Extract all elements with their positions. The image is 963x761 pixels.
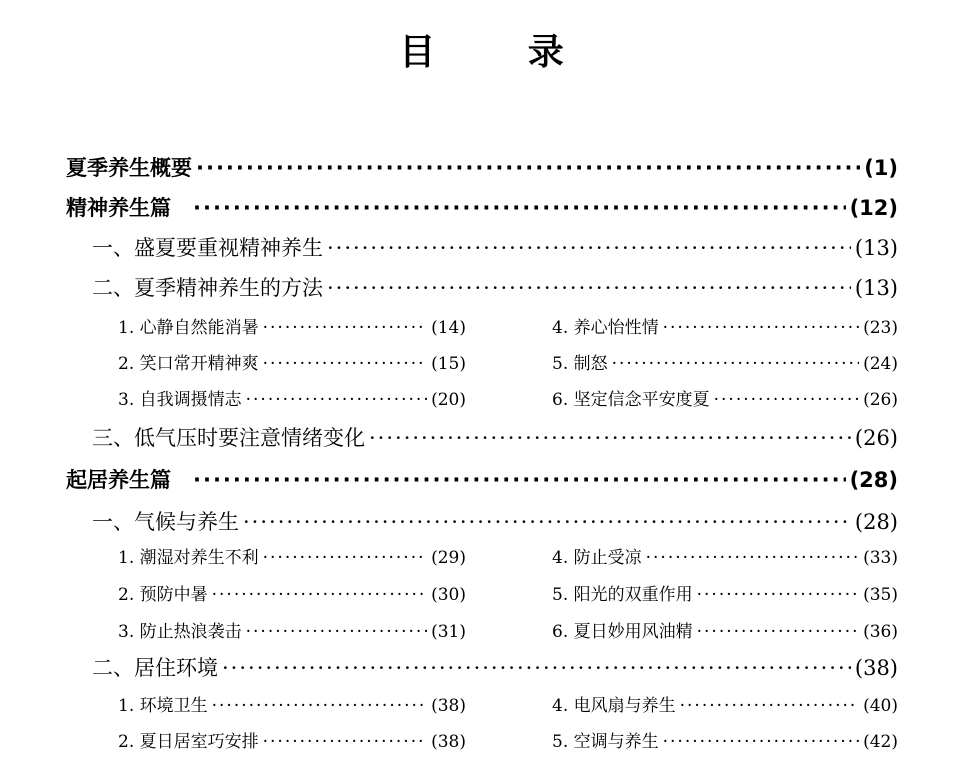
toc-entry-label: 1. 心静自然能消暑 bbox=[118, 318, 259, 338]
dot-leader bbox=[697, 624, 859, 641]
toc-entry-label: 1. 环境卫生 bbox=[118, 696, 208, 716]
toc-page-number: (33) bbox=[863, 548, 898, 568]
toc-entry-label: 2. 预防中暑 bbox=[118, 585, 208, 605]
toc-entry[interactable] bbox=[552, 734, 898, 751]
toc-entry-label: 二、居住环境 bbox=[92, 656, 218, 680]
toc-entry-label: 一、盛夏要重视精神养生 bbox=[92, 236, 323, 260]
toc-entry[interactable] bbox=[118, 550, 466, 567]
dot-leader bbox=[263, 734, 427, 751]
dot-leader bbox=[263, 356, 427, 373]
toc-page-number: (30) bbox=[431, 585, 466, 605]
dot-leader bbox=[263, 320, 427, 337]
toc-page-number: (24) bbox=[863, 354, 898, 374]
dot-leader bbox=[663, 320, 859, 337]
toc-page-number: (38) bbox=[854, 656, 898, 680]
toc-entry-label: 6. 夏日妙用风油精 bbox=[552, 622, 693, 642]
dot-leader bbox=[212, 698, 427, 715]
toc-entry-label: 5. 制怒 bbox=[552, 354, 608, 374]
toc-entry-label: 3. 防止热浪袭击 bbox=[118, 622, 242, 642]
toc-page-number: (13) bbox=[854, 236, 898, 260]
toc-entry-label: 三、低气压时要注意情绪变化 bbox=[92, 426, 365, 450]
toc-entry[interactable] bbox=[92, 658, 898, 679]
dot-leader bbox=[193, 198, 846, 219]
toc-entry-label: 2. 笑口常开精神爽 bbox=[118, 354, 259, 374]
toc-page-number: (31) bbox=[431, 622, 466, 642]
toc-entry-label: 6. 坚定信念平安度夏 bbox=[552, 390, 710, 410]
toc-page-number: (12) bbox=[849, 196, 898, 220]
toc-page-number: (23) bbox=[863, 318, 898, 338]
dot-leader bbox=[369, 428, 851, 449]
toc-entry-label: 1. 潮湿对养生不利 bbox=[118, 548, 259, 568]
toc-entry[interactable] bbox=[66, 158, 898, 179]
dot-leader bbox=[697, 587, 859, 604]
toc-entry[interactable] bbox=[92, 238, 898, 259]
toc-page-number: (36) bbox=[863, 622, 898, 642]
toc-page-number: (26) bbox=[863, 390, 898, 410]
toc-entry[interactable] bbox=[118, 698, 466, 715]
toc-page-number: (28) bbox=[849, 468, 898, 492]
toc-entry[interactable] bbox=[66, 470, 898, 491]
dot-leader bbox=[327, 278, 851, 299]
page-title: 目 录 bbox=[399, 32, 604, 73]
dot-leader bbox=[243, 512, 851, 533]
toc-entry[interactable] bbox=[552, 587, 898, 604]
toc-entry-label: 精神养生篇 bbox=[66, 196, 171, 220]
toc-entry[interactable] bbox=[118, 624, 466, 641]
dot-leader bbox=[646, 550, 859, 567]
toc-entry[interactable] bbox=[92, 512, 898, 533]
toc-entry[interactable] bbox=[552, 356, 898, 373]
dot-leader bbox=[246, 392, 427, 409]
toc-page-number: (35) bbox=[863, 585, 898, 605]
toc-page-number: (28) bbox=[854, 510, 898, 534]
toc-entry[interactable] bbox=[118, 320, 466, 337]
toc-page-number: (26) bbox=[854, 426, 898, 450]
toc-entry-label: 3. 自我调摄情志 bbox=[118, 390, 242, 410]
dot-leader bbox=[196, 158, 860, 179]
toc-entry-label: 2. 夏日居室巧安排 bbox=[118, 732, 259, 752]
toc-entry[interactable] bbox=[552, 550, 898, 567]
toc-entry[interactable] bbox=[552, 320, 898, 337]
dot-leader bbox=[714, 392, 859, 409]
toc-entry-label: 5. 空调与养生 bbox=[552, 732, 659, 752]
toc-entry-label: 4. 电风扇与养生 bbox=[552, 696, 676, 716]
toc-page-number: (29) bbox=[431, 548, 466, 568]
dot-leader bbox=[612, 356, 859, 373]
toc-page-number: (38) bbox=[431, 696, 466, 716]
toc-page-number: (40) bbox=[863, 696, 898, 716]
dot-leader bbox=[193, 470, 846, 491]
toc-page-number: (42) bbox=[863, 732, 898, 752]
toc-page-number: (13) bbox=[854, 276, 898, 300]
toc-entry[interactable] bbox=[92, 278, 898, 299]
toc-entry-label: 4. 养心怡性情 bbox=[552, 318, 659, 338]
dot-leader bbox=[663, 734, 859, 751]
toc-entry-label: 二、夏季精神养生的方法 bbox=[92, 276, 323, 300]
toc-entry-label: 夏季养生概要 bbox=[66, 156, 192, 180]
toc-entry[interactable] bbox=[66, 198, 898, 219]
dot-leader bbox=[212, 587, 427, 604]
toc-entry[interactable] bbox=[552, 698, 898, 715]
dot-leader bbox=[222, 658, 851, 679]
toc-entry[interactable] bbox=[118, 356, 466, 373]
dot-leader bbox=[327, 238, 851, 259]
toc-page-number: (1) bbox=[864, 156, 898, 180]
toc-entry-label: 5. 阳光的双重作用 bbox=[552, 585, 693, 605]
toc-entry[interactable] bbox=[552, 624, 898, 641]
toc-entry[interactable] bbox=[92, 428, 898, 449]
toc-page-number: (15) bbox=[431, 354, 466, 374]
toc-entry[interactable] bbox=[118, 734, 466, 751]
toc-entry[interactable] bbox=[552, 392, 898, 409]
toc-entry-label: 一、气候与养生 bbox=[92, 510, 239, 534]
toc-entry-label: 4. 防止受凉 bbox=[552, 548, 642, 568]
toc-page-number: (14) bbox=[431, 318, 466, 338]
toc-page-number: (20) bbox=[431, 390, 466, 410]
dot-leader bbox=[680, 698, 859, 715]
toc-entry[interactable] bbox=[118, 587, 466, 604]
toc-page-number: (38) bbox=[431, 732, 466, 752]
dot-leader bbox=[246, 624, 427, 641]
toc-entry[interactable] bbox=[118, 392, 466, 409]
toc-entry-label: 起居养生篇 bbox=[66, 468, 171, 492]
dot-leader bbox=[263, 550, 427, 567]
